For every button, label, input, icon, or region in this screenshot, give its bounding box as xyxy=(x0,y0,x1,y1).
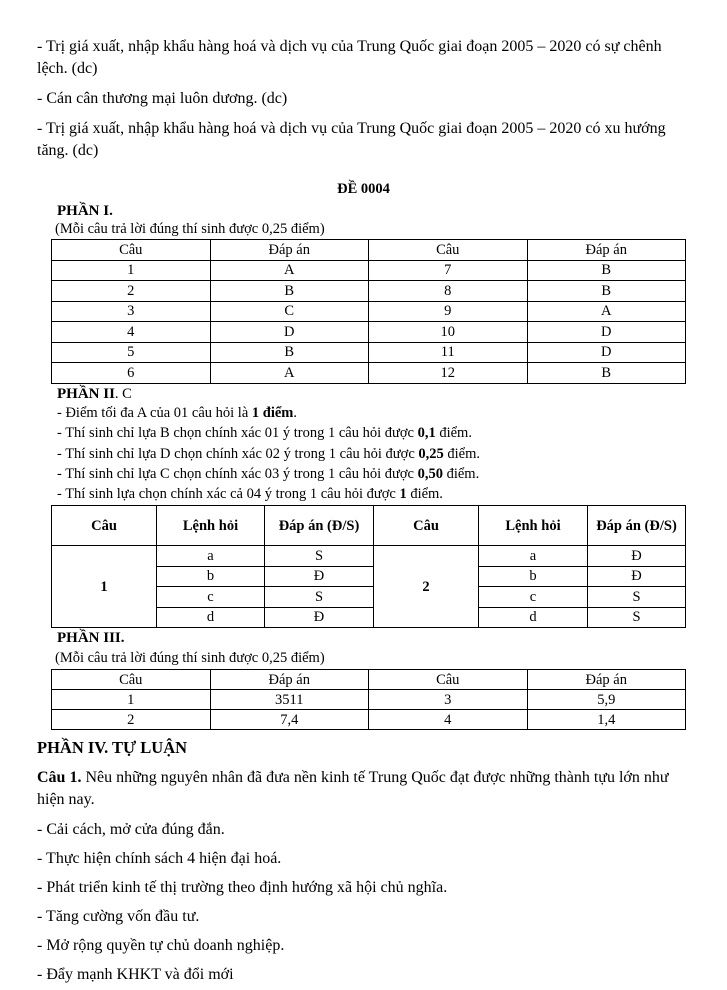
table-cell: S xyxy=(588,587,686,608)
table-header-row xyxy=(52,240,686,261)
header-cell: Câu xyxy=(369,670,528,690)
table-row xyxy=(52,281,686,302)
table-header-row xyxy=(52,506,686,546)
table-cell: 6 xyxy=(52,363,211,384)
table-row xyxy=(52,363,686,384)
table-cell: C xyxy=(210,301,369,322)
table-cell: 5 xyxy=(52,342,211,363)
table-cell: 3 xyxy=(369,690,528,710)
table-row xyxy=(52,342,686,363)
header-cell: Lệnh hỏi xyxy=(157,506,265,546)
question-label: Câu 1. xyxy=(37,769,82,786)
answer-item: - Thực hiện chính sách 4 hiện đại hoá. xyxy=(37,850,282,867)
question-number: 1 xyxy=(52,546,157,628)
answer-item: - Tăng cường vốn đầu tư. xyxy=(37,908,200,925)
table-cell: 9 xyxy=(369,301,528,322)
part2-rule-4: - Thí sinh chỉ lựa C chọn chính xác 03 ý trong 1 câu hỏi được 0,50 điểm. xyxy=(57,466,480,482)
table-cell: D xyxy=(210,322,369,343)
table-cell: b xyxy=(157,566,265,587)
table-cell: B xyxy=(527,260,686,281)
part2-rule-3: - Thí sinh chỉ lựa D chọn chính xác 02 ý trong 1 câu hỏi được 0,25 điểm. xyxy=(57,446,480,462)
table-cell: B xyxy=(210,281,369,302)
header-cell: Đáp án xyxy=(527,240,686,261)
intro-line-1: - Trị giá xuất, nhập khẩu hàng hoá và dịch vụ của Trung Quốc giai đoạn 2005 – 2020 có sự chênh lệch. (dc) xyxy=(37,38,662,77)
exam-code: ĐỀ 0004 xyxy=(337,181,390,197)
table-cell: S xyxy=(265,587,374,608)
table-cell: 3511 xyxy=(210,690,369,710)
header-cell: Đáp án (Đ/S) xyxy=(265,506,374,546)
table-cell: 11 xyxy=(369,342,528,363)
header-cell: Đáp án (Đ/S) xyxy=(588,506,686,546)
table-cell: d xyxy=(479,607,588,628)
table-cell: a xyxy=(479,546,588,567)
table-cell: B xyxy=(527,281,686,302)
part2-answer-table xyxy=(51,505,686,628)
table-row xyxy=(52,322,686,343)
header-cell: Câu xyxy=(52,506,157,546)
table-cell: B xyxy=(210,342,369,363)
header-cell: Câu xyxy=(369,240,528,261)
part3-answer-table xyxy=(51,669,686,730)
table-cell: Đ xyxy=(588,546,686,567)
part2-heading-suffix: . C xyxy=(114,386,132,402)
table-cell: 4 xyxy=(369,710,528,730)
table-cell: A xyxy=(210,260,369,281)
answer-item: - Cải cách, mở cửa đúng đắn. xyxy=(37,821,225,838)
part2-rule-1: - Điểm tối đa A của 01 câu hỏi là 1 điểm. xyxy=(57,405,298,421)
table-cell: 3 xyxy=(52,301,211,322)
table-cell: 2 xyxy=(52,710,211,730)
part2-rule-2: - Thí sinh chỉ lựa B chọn chính xác 01 ý trong 1 câu hỏi được 0,1 điểm. xyxy=(57,425,472,441)
header-cell: Lệnh hỏi xyxy=(479,506,588,546)
part4-heading: PHẦN IV. TỰ LUẬN xyxy=(37,738,188,757)
table-row xyxy=(52,690,686,710)
header-cell: Đáp án xyxy=(210,670,369,690)
table-cell: d xyxy=(157,607,265,628)
table-cell: Đ xyxy=(265,607,374,628)
table-cell: a xyxy=(157,546,265,567)
part3-heading: PHẦN III. xyxy=(57,630,125,646)
table-cell: A xyxy=(210,363,369,384)
intro-line-2: - Cán cân thương mại luôn dương. (dc) xyxy=(37,90,288,107)
question-text: Nêu những nguyên nhân đã đưa nền kinh tế Trung Quốc đạt được những thành tựu lớn như hiện nay. xyxy=(37,769,669,808)
table-row xyxy=(52,260,686,281)
table-cell: A xyxy=(527,301,686,322)
intro-line-3: - Trị giá xuất, nhập khẩu hàng hoá và dịch vụ của Trung Quốc giai đoạn 2005 – 2020 có xu hướng tăng. (dc) xyxy=(37,120,666,159)
table-cell: 1,4 xyxy=(527,710,686,730)
table-cell: 1 xyxy=(52,260,211,281)
part3-note: (Mỗi câu trả lời đúng thí sinh được 0,25 điểm) xyxy=(55,650,325,666)
table-cell: Đ xyxy=(588,566,686,587)
table-cell: b xyxy=(479,566,588,587)
table-cell: 4 xyxy=(52,322,211,343)
table-cell: 10 xyxy=(369,322,528,343)
table-cell: 2 xyxy=(52,281,211,302)
table-cell: 8 xyxy=(369,281,528,302)
table-cell: D xyxy=(527,342,686,363)
table-cell: S xyxy=(265,546,374,567)
table-cell: 7 xyxy=(369,260,528,281)
part1-note: (Mỗi câu trả lời đúng thí sinh được 0,25 điểm) xyxy=(55,221,325,237)
table-row xyxy=(52,301,686,322)
table-cell: 12 xyxy=(369,363,528,384)
part1-heading: PHẦN I. xyxy=(57,203,113,219)
header-cell: Câu xyxy=(52,240,211,261)
table-cell: D xyxy=(527,322,686,343)
part2-heading-line xyxy=(57,386,132,403)
table-cell: c xyxy=(157,587,265,608)
table-header-row xyxy=(52,670,686,690)
header-cell: Đáp án xyxy=(210,240,369,261)
table-cell: 7,4 xyxy=(210,710,369,730)
table-cell: 5,9 xyxy=(527,690,686,710)
answer-item: - Đẩy mạnh KHKT và đổi mới xyxy=(37,966,234,983)
header-cell: Đáp án xyxy=(527,670,686,690)
table-row xyxy=(52,546,686,567)
answer-item: - Phát triển kinh tế thị trường theo định hướng xã hội chủ nghĩa. xyxy=(37,879,448,896)
table-cell: c xyxy=(479,587,588,608)
part2-rule-5: - Thí sinh lựa chọn chính xác cả 04 ý trong 1 câu hỏi được 1 điểm. xyxy=(57,486,443,502)
header-cell: Câu xyxy=(52,670,211,690)
table-cell: Đ xyxy=(265,566,374,587)
part2-heading: PHẦN II xyxy=(57,386,115,402)
header-cell: Câu xyxy=(374,506,479,546)
answer-item: - Mở rộng quyền tự chủ doanh nghiệp. xyxy=(37,937,285,954)
table-cell: 1 xyxy=(52,690,211,710)
part1-answer-table xyxy=(51,239,686,384)
table-cell: B xyxy=(527,363,686,384)
table-cell: S xyxy=(588,607,686,628)
table-row xyxy=(52,710,686,730)
question-number: 2 xyxy=(374,546,479,628)
part4-question-1 xyxy=(37,767,687,811)
